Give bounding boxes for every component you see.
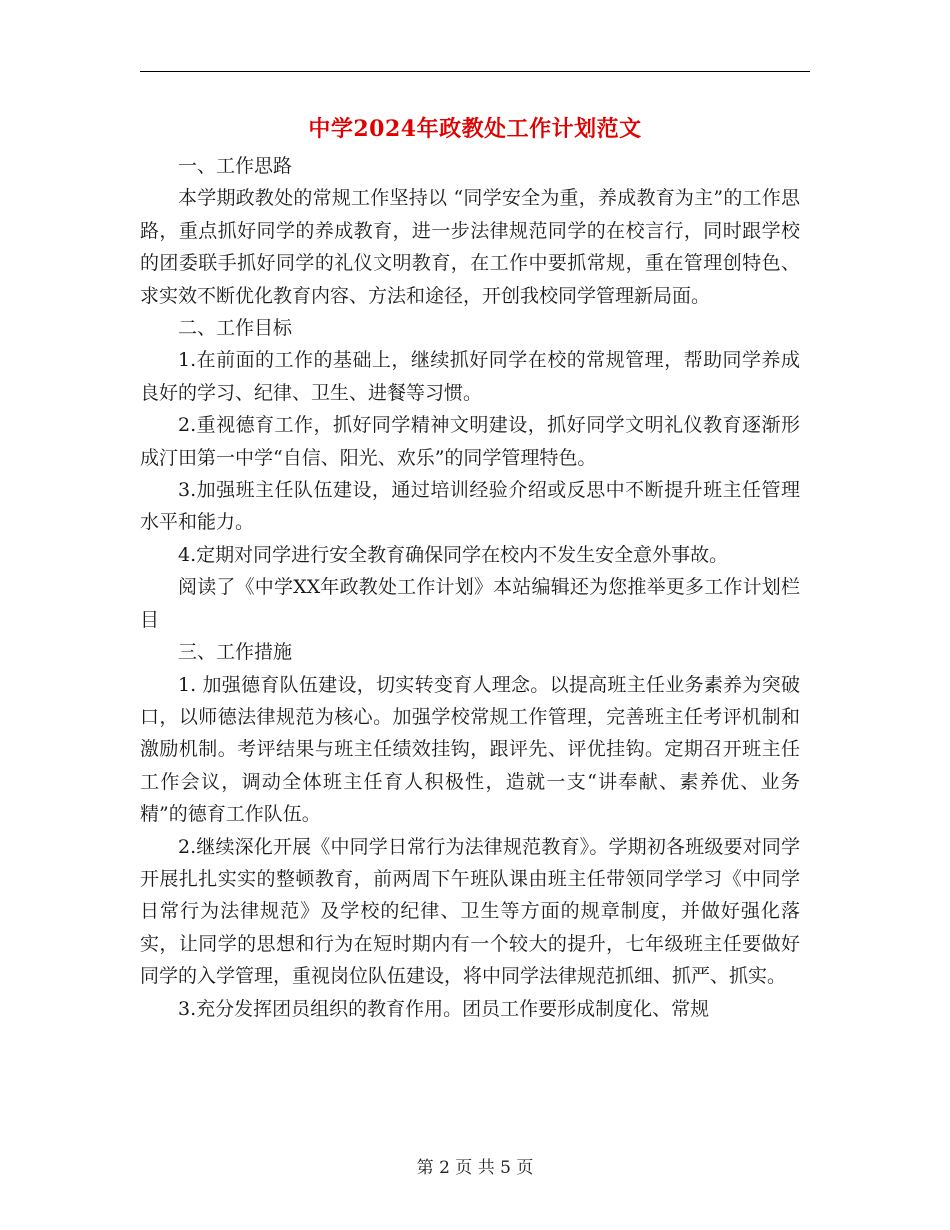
paragraph: 1. 加强德育队伍建设，切实转变育人理念。以提高班主任业务素养为突破口，以师德法律规范为核心。加强学校常规工作管理，完善班主任考评机制和激励机制。考评结果与班主任绩效挂钩，跟评先、评优挂钩。定期召开班主任工作会议，调动全体班主任育人积极性，造就一支“讲奉献、素养优、业务精”的德育工作队伍。 — [140, 673, 800, 826]
paragraph: 2.重视德育工作，抓好同学精神文明建设，抓好同学文明礼仪教育逐渐形成汀田第一中学“自信、阳光、欢乐”的同学管理特色。 — [140, 414, 800, 469]
paragraph: 2.继续深化开展《中同学日常行为法律规范教育》。学期初各班级要对同学开展扎扎实实的整顿教育，前两周下午班队课由班主任带领同学学习《中同学日常行为法律规范》及学校的纪律、卫生等方面的规章制度，并做好强化落实，让同学的思想和行为在短时期内有一个较大的提升，七年级班主任要做好同学的入学管理，重视岗位队伍建设，将中同学法律规范抓细、抓严、抓实。 — [140, 835, 800, 988]
section-heading: 一、工作思路 — [178, 155, 293, 177]
paragraph: 阅读了《中学XX年政教处工作计划》本站编辑还为您推举更多工作计划栏目 — [140, 576, 800, 631]
page-number-footer: 第 2 页 共 5 页 — [416, 1158, 534, 1178]
paragraph: 3.充分发挥团员组织的教育作用。团员工作要形成制度化、常规 — [178, 997, 710, 1020]
paragraph: 1.在前面的工作的基础上，继续抓好同学在校的常规管理，帮助同学养成良好的学习、纪律、卫生、进餐等习惯。 — [140, 349, 800, 404]
document-body — [140, 150, 800, 1025]
header-rule — [140, 71, 810, 72]
section-heading: 二、工作目标 — [178, 317, 293, 340]
paragraph: 4.定期对同学进行安全教育确保同学在校内不发生安全意外事故。 — [178, 543, 729, 566]
paragraph: 本学期政教处的常规工作坚持以 “同学安全为重，养成教育为主”的工作思路，重点抓好同学的养成教育，进一步法律规范同学的在校言行，同时跟学校的团委联手抓好同学的礼仪文明教育，在工作中要抓常规，重在管理创特色、求实效不断优化教育内容、方法和途径，开创我校同学管理新局面。 — [140, 187, 800, 307]
section-heading: 三、工作措施 — [178, 641, 293, 664]
paragraph: 3.加强班主任队伍建设，通过培训经验介绍或反思中不断提升班主任管理水平和能力。 — [140, 479, 800, 534]
document-title: 中学2024年政教处工作计划范文 — [308, 116, 642, 142]
